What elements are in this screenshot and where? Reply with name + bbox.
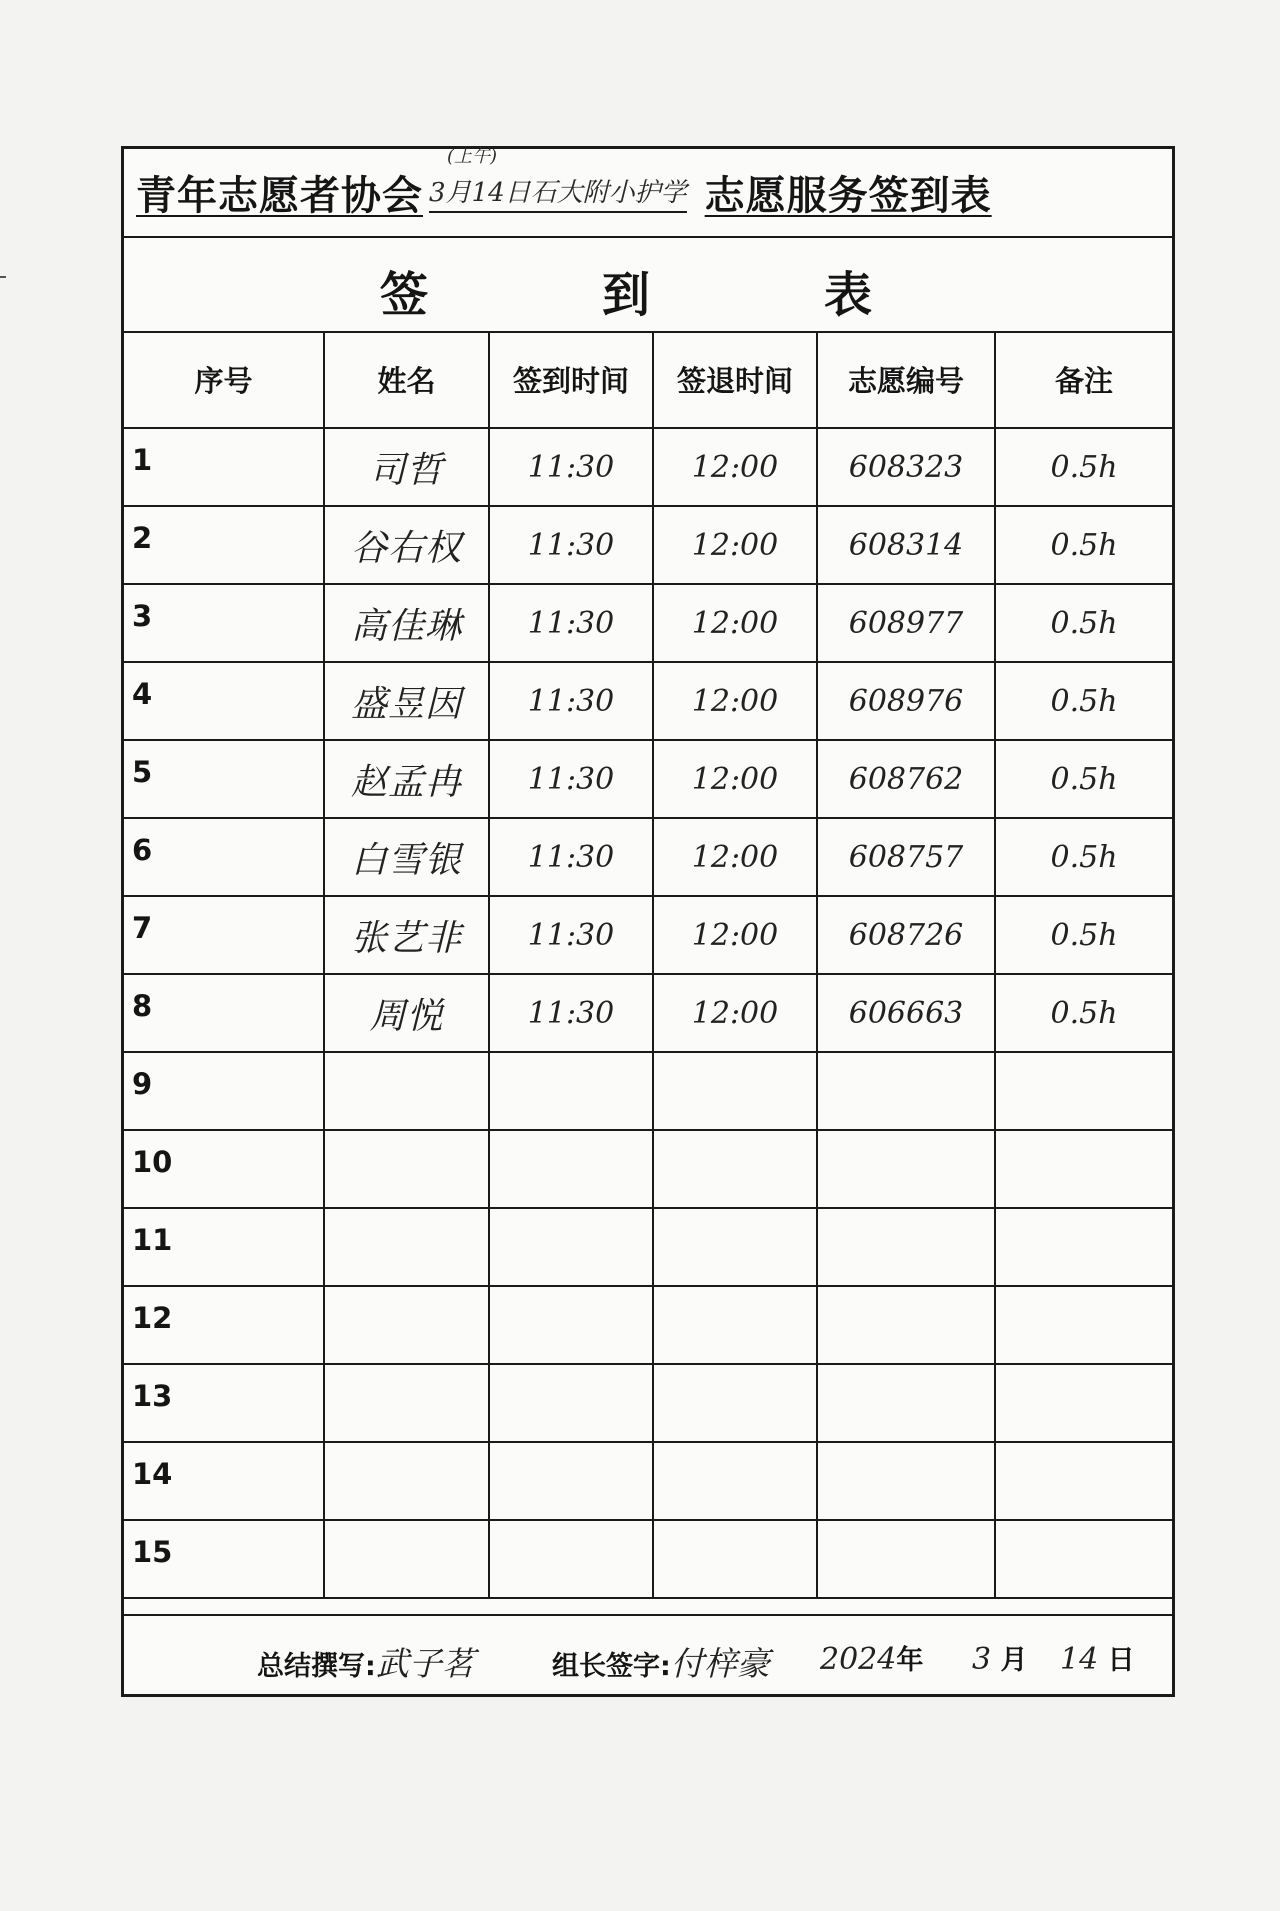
cell-note: 0.5h bbox=[995, 974, 1172, 1052]
cell-index: 8 bbox=[124, 974, 324, 1052]
cell-sign-in-time: 11:30 bbox=[489, 896, 653, 974]
banner-char-1: 签 bbox=[380, 267, 429, 323]
title-event-text: 3月14日石大附小护学 bbox=[429, 178, 687, 208]
date-month-value: 3 bbox=[972, 1642, 992, 1677]
cell-sign-in-time bbox=[489, 1442, 653, 1520]
table-row bbox=[124, 740, 1172, 818]
cell-volunteer-id bbox=[817, 1364, 995, 1442]
cell-note: 0.5h bbox=[995, 662, 1172, 740]
table-row bbox=[124, 818, 1172, 896]
cell-note bbox=[995, 1364, 1172, 1442]
cell-note bbox=[995, 1052, 1172, 1130]
cell-volunteer-id bbox=[817, 1520, 995, 1598]
cell-name: 谷右权 bbox=[324, 506, 489, 584]
cell-note: 0.5h bbox=[995, 740, 1172, 818]
cell-sign-in-time: 11:30 bbox=[489, 584, 653, 662]
cell-name: 赵孟冉 bbox=[324, 740, 489, 818]
cell-volunteer-id bbox=[817, 1052, 995, 1130]
date-month-label: 月 bbox=[1000, 1645, 1028, 1676]
table-row bbox=[124, 974, 1172, 1052]
sign-in-sheet bbox=[121, 146, 1175, 1697]
cell-sign-out-time: 12:00 bbox=[653, 428, 817, 506]
cell-sign-out-time bbox=[653, 1442, 817, 1520]
cell-note bbox=[995, 1442, 1172, 1520]
summary-writer bbox=[257, 1638, 475, 1685]
cell-sign-out-time: 12:00 bbox=[653, 662, 817, 740]
cell-note bbox=[995, 1208, 1172, 1286]
cell-index: 5 bbox=[124, 740, 324, 818]
cell-sign-out-time: 12:00 bbox=[653, 740, 817, 818]
cell-sign-in-time: 11:30 bbox=[489, 740, 653, 818]
table-row bbox=[124, 896, 1172, 974]
cell-sign-in-time: 11:30 bbox=[489, 974, 653, 1052]
col-header-sign-in-time: 签到时间 bbox=[489, 331, 653, 428]
table-row bbox=[124, 1208, 1172, 1286]
table-row bbox=[124, 1520, 1172, 1598]
cell-sign-out-time: 12:00 bbox=[653, 896, 817, 974]
cell-name bbox=[324, 1364, 489, 1442]
cell-sign-out-time bbox=[653, 1520, 817, 1598]
cell-volunteer-id: 608757 bbox=[817, 818, 995, 896]
col-header-note: 备注 bbox=[995, 331, 1172, 428]
cell-volunteer-id bbox=[817, 1208, 995, 1286]
table-row bbox=[124, 1286, 1172, 1364]
cell-sign-in-time bbox=[489, 1208, 653, 1286]
col-header-index: 序号 bbox=[124, 331, 324, 428]
cell-sign-in-time bbox=[489, 1286, 653, 1364]
table-body bbox=[124, 428, 1172, 1598]
cell-volunteer-id: 608762 bbox=[817, 740, 995, 818]
cell-note: 0.5h bbox=[995, 818, 1172, 896]
cell-note bbox=[995, 1520, 1172, 1598]
cell-sign-in-time bbox=[489, 1364, 653, 1442]
cell-name bbox=[324, 1208, 489, 1286]
cell-index: 1 bbox=[124, 428, 324, 506]
cell-volunteer-id bbox=[817, 1286, 995, 1364]
cell-volunteer-id: 608976 bbox=[817, 662, 995, 740]
cell-volunteer-id: 608323 bbox=[817, 428, 995, 506]
cell-volunteer-id: 608726 bbox=[817, 896, 995, 974]
banner-char-2: 到 bbox=[602, 267, 651, 323]
cell-index: 4 bbox=[124, 662, 324, 740]
cell-sign-out-time: 12:00 bbox=[653, 584, 817, 662]
col-header-sign-out-time: 签退时间 bbox=[653, 331, 817, 428]
col-header-volunteer-id: 志愿编号 bbox=[817, 331, 995, 428]
cell-note: 0.5h bbox=[995, 506, 1172, 584]
title-form-name: 志愿服务签到表 bbox=[704, 173, 992, 219]
table-row bbox=[124, 506, 1172, 584]
cell-sign-out-time bbox=[653, 1208, 817, 1286]
cell-index: 12 bbox=[124, 1286, 324, 1364]
cell-volunteer-id bbox=[817, 1130, 995, 1208]
sheet-title-row bbox=[124, 146, 1172, 238]
cell-index: 10 bbox=[124, 1130, 324, 1208]
cell-index: 6 bbox=[124, 818, 324, 896]
cell-sign-in-time: 11:30 bbox=[489, 428, 653, 506]
attendance-table bbox=[124, 331, 1172, 1599]
leader-label: 组长签字: bbox=[552, 1651, 671, 1682]
leader-signature: 付梓豪 bbox=[670, 1644, 770, 1683]
cell-sign-out-time: 12:00 bbox=[653, 974, 817, 1052]
cell-sign-in-time bbox=[489, 1130, 653, 1208]
summary-signature: 武子茗 bbox=[375, 1644, 475, 1683]
cell-name bbox=[324, 1286, 489, 1364]
cell-index: 13 bbox=[124, 1364, 324, 1442]
cell-sign-in-time: 11:30 bbox=[489, 662, 653, 740]
date-block bbox=[820, 1638, 923, 1677]
cell-name bbox=[324, 1130, 489, 1208]
banner-row bbox=[124, 236, 1172, 333]
table-row bbox=[124, 584, 1172, 662]
margin-mark bbox=[0, 276, 6, 278]
cell-name: 司哲 bbox=[324, 428, 489, 506]
date-year-value: 2024 bbox=[820, 1642, 897, 1677]
leader-signature-block bbox=[552, 1638, 770, 1685]
cell-sign-out-time: 12:00 bbox=[653, 818, 817, 896]
cell-volunteer-id: 608977 bbox=[817, 584, 995, 662]
table-row bbox=[124, 1442, 1172, 1520]
cell-index: 11 bbox=[124, 1208, 324, 1286]
cell-sign-out-time bbox=[653, 1130, 817, 1208]
cell-name: 盛昱因 bbox=[324, 662, 489, 740]
cell-sign-out-time bbox=[653, 1052, 817, 1130]
cell-name bbox=[324, 1442, 489, 1520]
date-day-block bbox=[1060, 1638, 1135, 1677]
date-year-label: 年 bbox=[896, 1645, 924, 1676]
cell-sign-out-time bbox=[653, 1286, 817, 1364]
cell-note bbox=[995, 1286, 1172, 1364]
table-row bbox=[124, 1052, 1172, 1130]
cell-sign-in-time bbox=[489, 1052, 653, 1130]
cell-note: 0.5h bbox=[995, 896, 1172, 974]
table-row bbox=[124, 428, 1172, 506]
cell-note: 0.5h bbox=[995, 428, 1172, 506]
cell-name: 张艺非 bbox=[324, 896, 489, 974]
cell-index: 7 bbox=[124, 896, 324, 974]
cell-sign-out-time bbox=[653, 1364, 817, 1442]
cell-index: 14 bbox=[124, 1442, 324, 1520]
date-day-label: 日 bbox=[1107, 1645, 1135, 1676]
cell-note bbox=[995, 1130, 1172, 1208]
footer-row bbox=[124, 1614, 1172, 1694]
cell-name bbox=[324, 1520, 489, 1598]
cell-sign-in-time: 11:30 bbox=[489, 818, 653, 896]
cell-name: 白雪银 bbox=[324, 818, 489, 896]
table-header-row bbox=[124, 331, 1172, 428]
cell-volunteer-id bbox=[817, 1442, 995, 1520]
cell-index: 2 bbox=[124, 506, 324, 584]
table-row bbox=[124, 1364, 1172, 1442]
table-row bbox=[124, 1130, 1172, 1208]
title-event-handwritten bbox=[429, 146, 687, 213]
cell-sign-in-time: 11:30 bbox=[489, 506, 653, 584]
cell-index: 3 bbox=[124, 584, 324, 662]
cell-sign-in-time bbox=[489, 1520, 653, 1598]
date-day-value: 14 bbox=[1060, 1642, 1099, 1677]
cell-index: 9 bbox=[124, 1052, 324, 1130]
cell-volunteer-id: 608314 bbox=[817, 506, 995, 584]
cell-name: 高佳琳 bbox=[324, 584, 489, 662]
title-organization: 青年志愿者协会 bbox=[136, 173, 423, 219]
cell-index: 15 bbox=[124, 1520, 324, 1598]
banner-char-3: 表 bbox=[824, 267, 873, 323]
col-header-name: 姓名 bbox=[324, 331, 489, 428]
cell-note: 0.5h bbox=[995, 584, 1172, 662]
table-row bbox=[124, 662, 1172, 740]
date-month-block bbox=[972, 1638, 1028, 1677]
cell-sign-out-time: 12:00 bbox=[653, 506, 817, 584]
title-session-handwritten: (上午) bbox=[447, 146, 498, 167]
cell-name: 周悦 bbox=[324, 974, 489, 1052]
summary-label: 总结撰写: bbox=[257, 1651, 376, 1682]
cell-name bbox=[324, 1052, 489, 1130]
cell-volunteer-id: 606663 bbox=[817, 974, 995, 1052]
